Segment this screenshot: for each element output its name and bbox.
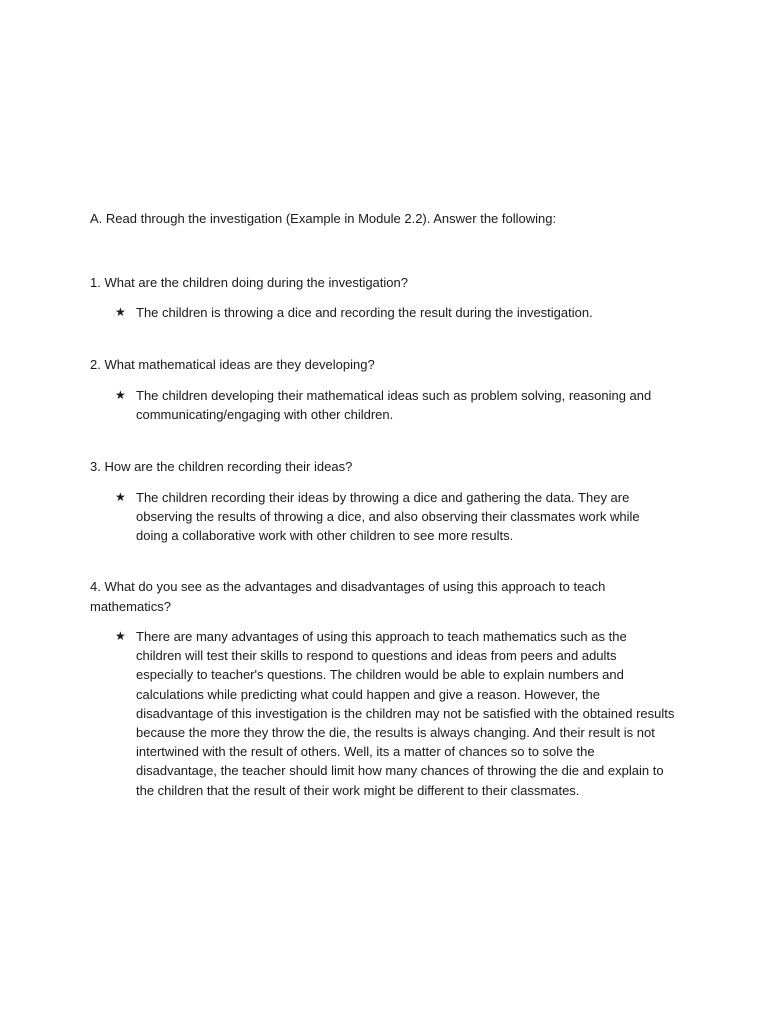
question-1: 1. What are the children doing during the investigation?: [90, 275, 408, 290]
question-4: 4. What do you see as the advantages and disadvantages of using this approach to teach mathematics?: [90, 579, 606, 614]
question-3: 3. How are the children recording their ideas?: [90, 459, 353, 474]
answer-4-text: There are many advantages of using this approach to teach mathematics such as the children will test their skills to respond to questions and ideas from peers and adults especially to teacher's questions. The children would be able to explain numbers and calculations while predicting what could happen and give a reason. However, the disadvantage of this investigation is the children may not be satisfied with the obtained results because the more they throw the die, the results is always changing. And their result is not intertwined with the result of others. Well, its a matter of chances so to solve the disadvantage, the teacher should limit how many chances of throwing the die and explain to the children that the result of their work might be different to their classmates.: [136, 629, 675, 798]
star-bullet-icon: ★: [115, 388, 126, 402]
section-heading: A. Read through the investigation (Example in Module 2.2). Answer the following:: [90, 211, 557, 226]
star-bullet-icon: ★: [115, 629, 126, 643]
star-bullet-icon: ★: [115, 305, 126, 319]
answer-1: [115, 303, 675, 322]
answer-3-text: The children recording their ideas by throwing a dice and gathering the data. They are observing the results of throwing a dice, and also observing their classmates work while doing a collaborative work with other children to see more results.: [136, 490, 640, 544]
answer-2-text: The children developing their mathematical ideas such as problem solving, reasoning and communicating/engaging with other children.: [136, 388, 652, 423]
answer-1-text: The children is throwing a dice and recording the result during the investigation.: [136, 305, 593, 320]
star-bullet-icon: ★: [115, 490, 126, 504]
answer-4: [115, 627, 675, 800]
question-2: 2. What mathematical ideas are they developing?: [90, 357, 375, 372]
answer-2: [115, 386, 675, 424]
answer-3: [115, 488, 675, 546]
